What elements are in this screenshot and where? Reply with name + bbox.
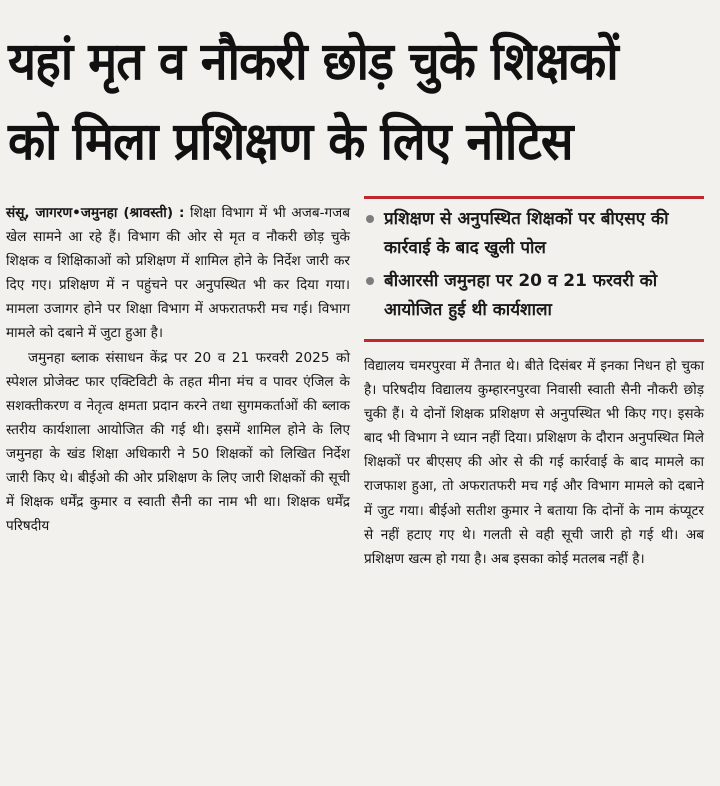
article-paragraph-2: जमुनहा ब्लाक संसाधन केंद्र पर 20 व 21 फरवरी 2025 को स्पेशल प्रोजेक्ट फार एक्टिविटी के तहत मीना मंच व पावर एंजिल के सशक्तीकरण व नेतृत्व क्षमता प्रदान करने तथा सुगमकर्ताओं की ब्लाक स्तरीय कार्यशाला आयोजित की गई थी। इसमें शामिल होने के लिए जमुनहा के खंड शिक्षा अधिकारी ने 50 शिक्षकों को लिखित निर्देश जारी किए थे। बीईओ की ओर प्रशिक्षण के लिए जारी शिक्षकों की सूची में शिक्षक धर्मेंद्र कुमार व स्वाती सैनी का नाम भी था। शिक्षक धर्मेंद्र परिषदीय [6,349,350,535]
article-paragraph-3: विद्यालय चमरपुरवा में तैनात थे। बीते दिसंबर में इनका निधन हो चुका है। परिषदीय विद्यालय कुम्हारनपुरवा निवासी स्वाती सैनी नौकरी छोड़ चुकी हैं। ये दोनों शिक्षक प्रशिक्षण से अनुपस्थित भी किए गए। इसके बाद भी विभाग ने ध्यान नहीं दिया। प्रशिक्षण के दौरान अनुपस्थित मिले शिक्षकों पर बीएसए की ओर से की गई कार्रवाई के बाद मामले का राजफाश हुआ, तो अफरातफरी मच गई और विभाग मामले को दबाने में जुट गया। बीईओ सतीश कुमार ने बताया कि दोनों के नाम कंप्यूटर से नहीं हटाए गए थे। गलती से वही सूची जारी हो गई थी। अब प्रशिक्षण खत्म हो गया है। अब इसका कोई मतलब नहीं है। [364,358,704,567]
highlight-item [364,267,704,325]
dateline: संसू, जागरण•जमुनहा (श्रावस्ती) : [6,205,185,221]
highlights-box [364,199,704,325]
highlight-text: बीआरसी जमुनहा पर 20 व 21 फरवरी को आयोजित हुई थी कार्यशाला [384,271,658,320]
article-right-column [364,196,704,571]
highlight-bottom-rule [364,339,704,342]
paragraph-1-text: शिक्षा विभाग में भी अजब-गजब खेल सामने आ रहे हैं। विभाग की ओर से मृत व नौकरी छोड़ चुके शिक्षक व शिक्षिकाओं को प्रशिक्षण में शामिल होने के निर्देश जारी कर दिए गए। प्रशिक्षण में न पहुंचने पर अनुपस्थित भी कर दिया गया। मामला उजागर होने पर शिक्षा विभाग में अफरातफरी मच गई। विभाग मामले को दबाने में जुटा हुआ है। [6,205,350,342]
headline [8,22,663,182]
headline-line-1: यहां मृत व नौकरी छोड़ चुके शिक्षकों [8,32,618,92]
article-paragraph-1 [6,201,350,346]
article-left-column [6,201,350,538]
highlight-item [364,205,704,263]
bullet-icon [366,215,374,223]
highlight-text: प्रशिक्षण से अनुपस्थित शिक्षकों पर बीएसए की कार्रवाई के बाद खुली पोल [384,209,669,258]
headline-line-2: को मिला प्रशिक्षण के लिए नोटिस [8,112,573,172]
bullet-icon [366,277,374,285]
